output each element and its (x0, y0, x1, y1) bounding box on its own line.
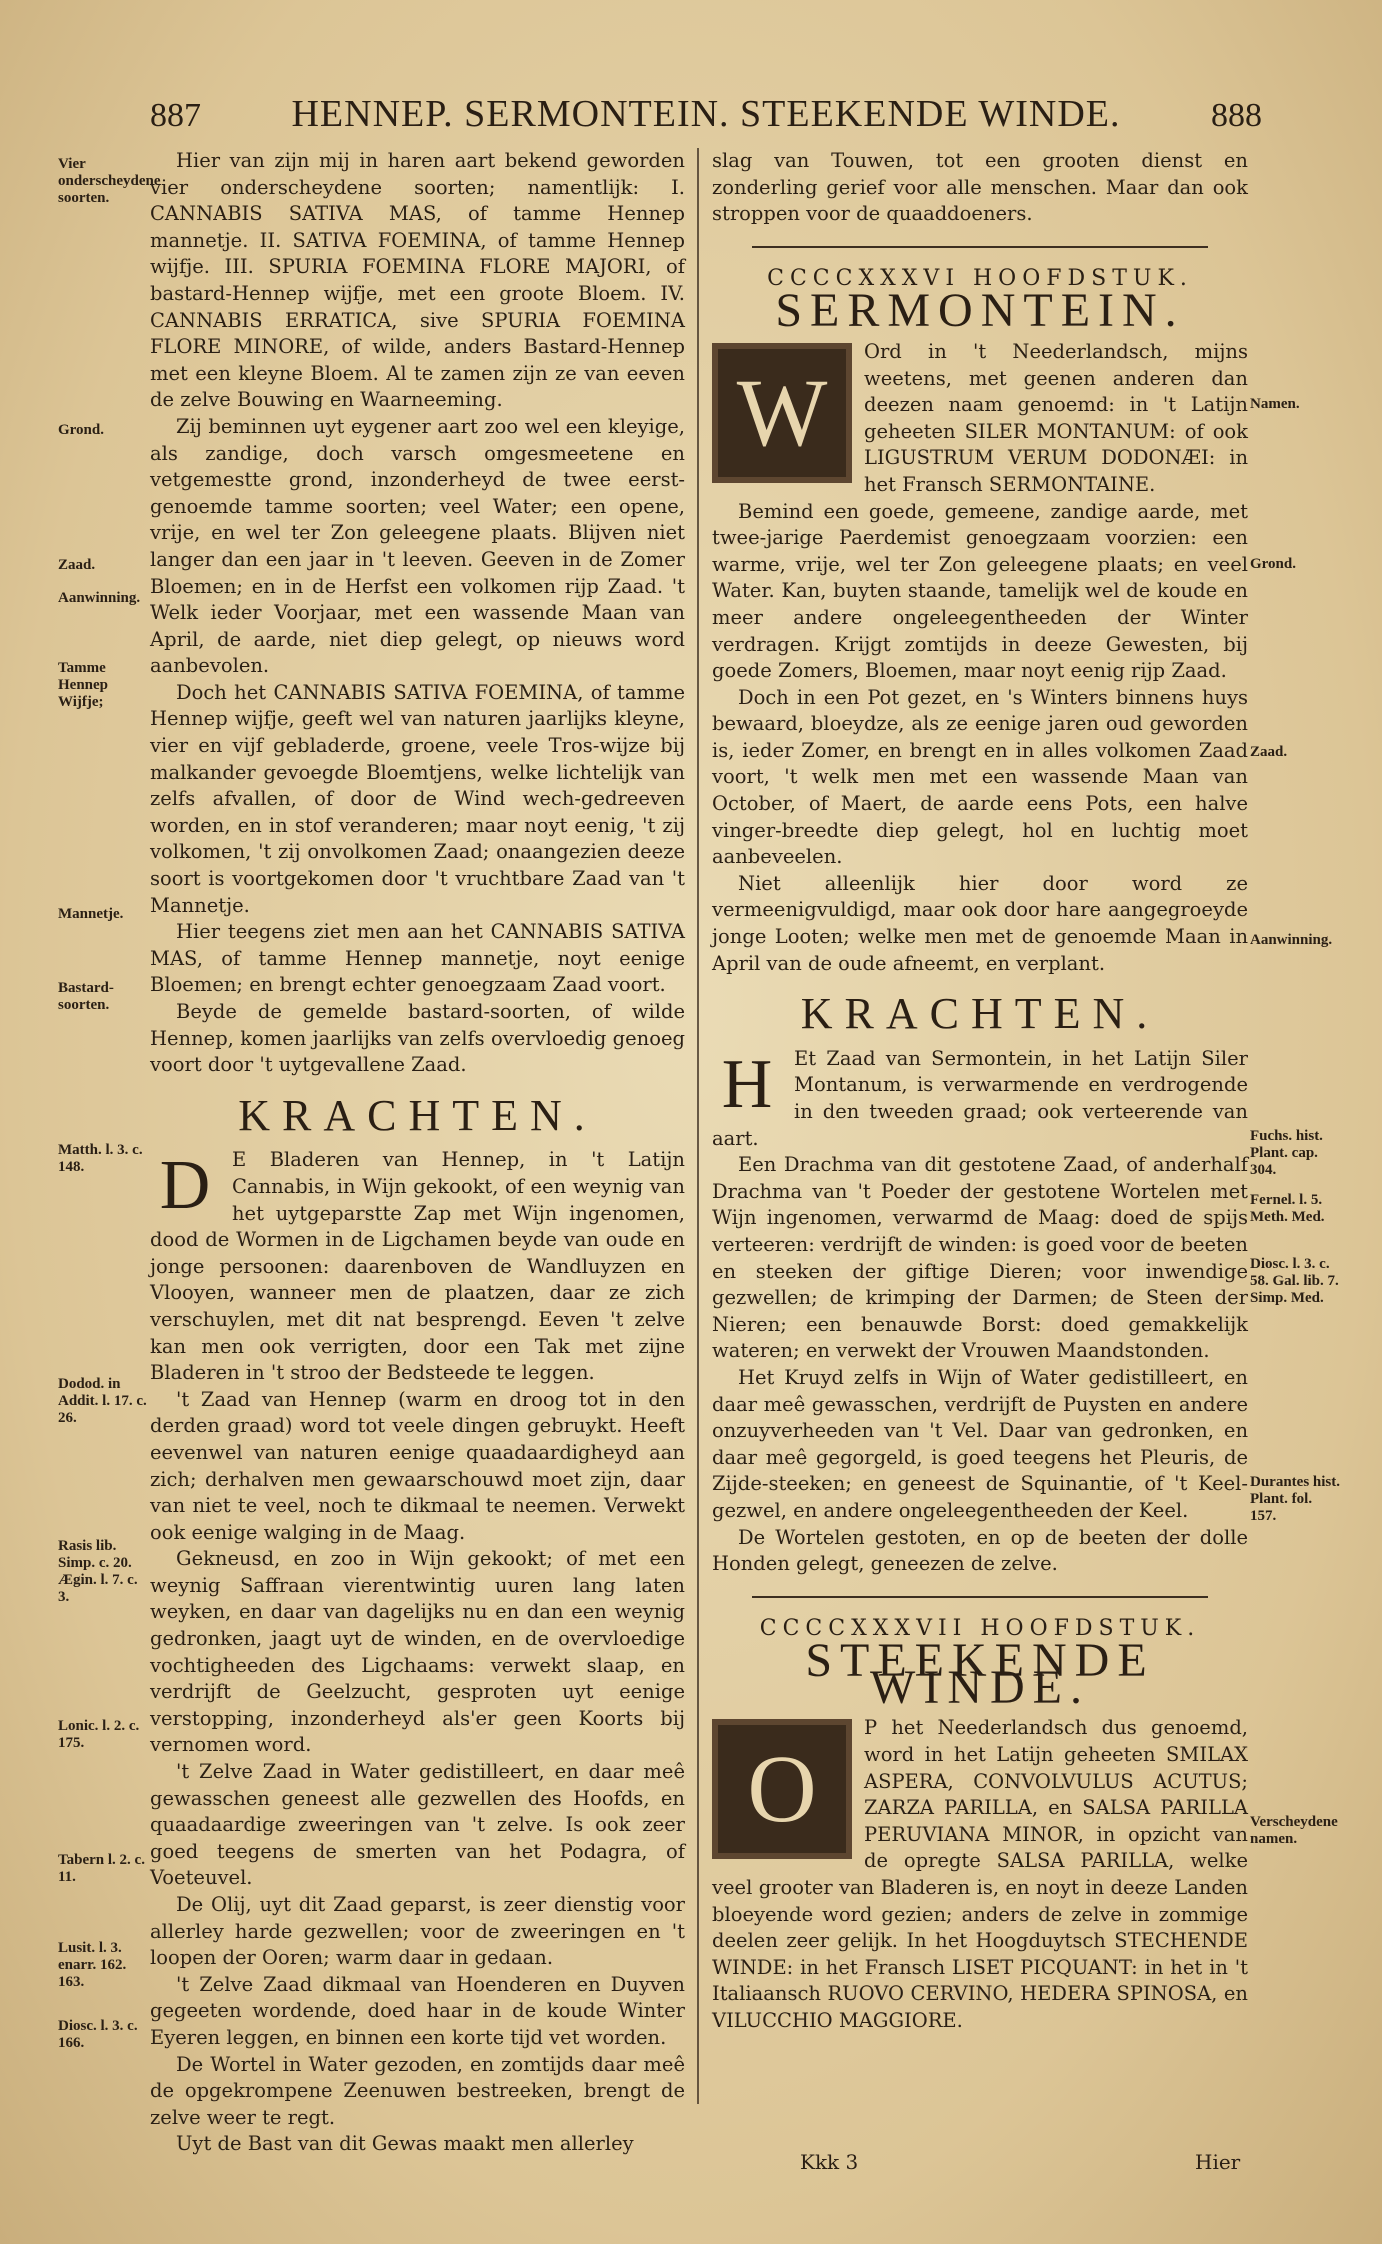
paragraph: Niet alleenlijk hier door word ze vermeenigvuldigd, maar ook door hare aangegroeyde jonge Looten; welke men met de genoemde Maan in April van de oude afneemt, en verplant. (712, 871, 1248, 975)
left-page-number: 887 (150, 97, 201, 134)
paragraph: Zij beminnen uyt eygener aart zoo wel een kleyige, als zandige, doch varsch omgesmeetene en vetgemestte grond, inzonderheyd de twee eerst-genoemde tamme soorten; veel Water; een opene, vrije, en wel ter Zon geleegene plaats. Blijven niet langer dan een jaar in 't leeven. Geeven in de Zomer Bloemen; en in de Herfst een volkomen rijp Zaad. 't Welk ieder Voorjaar, met een wassende Maan van April, de aarde, niet diep gelegt, op nieuws word aanbevolen. (150, 414, 685, 678)
margin-note: Zaad. (1250, 744, 1288, 760)
paragraph: Beyde de gemelde bastard-soorten, of wilde Hennep, komen jaarlijks van zelfs overvloedig genoeg voort door 't uytgevallene Zaad. (150, 1000, 685, 1077)
paragraph: De Wortel in Water gezoden, en zomtijds daar meê de opgekrompene Zeenuwen bestreeken, brengt de zelve weer te regt. (150, 2052, 685, 2129)
margin-note: Zaad. (58, 557, 96, 573)
margin-note: Mannetje. (58, 906, 124, 922)
right-page-number: 888 (1210, 97, 1262, 134)
margin-note: Fernel. l. 5. Meth. Med. (1250, 1192, 1325, 1225)
margin-note: Fuchs. hist. Plant. cap. 304. (1250, 1128, 1323, 1178)
paragraph: Hier teegens ziet men aan het CANNABIS SATIVA MAS, of tamme Hennep mannetje, noyt eenige Bloemen; en brengt echter genoegzaam Zaad voort. (150, 920, 685, 997)
paragraph (150, 1147, 685, 1386)
margin-note: Rasis lib. Simp. c. 20. Ægin. l. 7. c. 3. (58, 1538, 138, 1605)
paragraph: Het Kruyd zelfs in Wijn of Water gedistilleert, en daar meê gewasschen, verdrijft de Puysten en andere onzuyverheeden van 't Vel. Daar van gedronken, en daar meê gegorgeld, is goed teegens het Pleuris, de Zijde-steeken; en geneest de Squinantie, of 't Keel-gezwel, en andere ongeleegentheeden der Keel. (712, 1365, 1248, 1522)
chapter-title: STEEKENDE WINDE. (805, 1634, 1155, 1714)
margin-note: Durantes hist. Plant. fol. 157. (1250, 1474, 1341, 1524)
paragraph: Een Drachma van dit gestotene Zaad, of anderhalf Drachma van 't Poeder der gestotene Wortelen met Wijn ingenomen, verwarmd de Maag: doed de spijs verteeren: verdrijft de winden: is goed voor de beeten en steeken der giftige Dieren; voor inwendige gezwellen; de krimping der Darmen; de Steen der Nieren; een benauwde Borst: doed gemakkelijk wateren; en verwekt der Vrouwen Maandstonden. (712, 1153, 1248, 1363)
paragraph: De Olij, uyt dit Zaad geparst, is zeer dienstig voor allerley harde gezwellen; voor de zweeringen en 't loopen der Ooren; warm daar in gedaan. (150, 1893, 685, 1970)
paragraph: slag van Touwen, tot een grooten dienst en zonderling gerief voor alle menschen. Maar dan ook stroppen voor de quaaddoeners. (712, 149, 1248, 226)
paragraph-text: Ord in 't Neederlandsch, mijns weetens, met geenen anderen dan deezen naam genoemd: in 't Latijn geheeten SILER MONTANUM: of ook LIGUSTRUM VERUM DODONÆI: in het Fransch SERMONTAINE. (864, 339, 1248, 496)
margin-note: Diosc. l. 3. c. 166. (58, 2018, 138, 2051)
margin-note: Tabern l. 2. c. 11. (58, 1852, 145, 1885)
margin-note: Vier onderscheydene soorten. (58, 156, 161, 206)
paragraph: Doch het CANNABIS SATIVA FOEMINA, of tamme Hennep wijfje, geeft wel van naturen jaarlijks kleyne, vier en vijf gebladerde, groene, veele Tros-wijze bij malkander gevoegde Bloemtjens, welke lichtelijk van zelfs afvallen, of door de Wind wech-gedreeven worden, en in stof veranderen; maar noyt eenig, 't zij volkomen, 't zij onvolkomen Zaad; onaangezien deeze soort is voortgekomen door 't vruchtbare Zaad van 't Mannetje. (150, 680, 685, 917)
paragraph: Uyt de Bast van dit Gewas maakt men allerley (176, 2132, 634, 2156)
paragraph: Bemind een goede, gemeene, zandige aarde, met twee-jarige Paerdemist genoegzaam voorzien: een warme, vrije, wel ter Zon geleegene plaats; en veel Water. Kan, buyten staande, tamelijk wel de koude en meer andere ongeleegentheeden der Winter verdragen. Krijgt zomtijds in deeze Gewesten, bij goede Zomers, Bloemen, maar noyt eenig rijp Zaad. (712, 499, 1248, 683)
drop-cap: D (159, 1147, 211, 1225)
paragraph (712, 339, 1248, 499)
paragraph (712, 1046, 1248, 1152)
right-column (712, 148, 1248, 2035)
section-heading-krachten: KRACHTEN. (800, 989, 1160, 1039)
chapter-rule (752, 1596, 1208, 1598)
paragraph-text: Et Zaad van Sermontein, in het Latijn Siler Montanum, is verwarmende en verdrogende in den tweeden graad; ook verteerende van aart. (712, 1046, 1248, 1150)
header-title: HENNEP. SERMONTEIN. STEEKENDE WINDE. (291, 93, 1121, 135)
margin-note: Diosc. l. 3. c. 58. Gal. lib. 7. Simp. Med. (1250, 1256, 1339, 1306)
paragraph-text: P het Neederlandsch dus genoemd, word in het Latijn geheeten SMILAX ASPERA, CONVOLVULUS ACUTUS; ZARZA PARILLA, en SALSA PARILLA PERUVIANA MINOR, in opzicht van de opregte SALSA PARILLA, welke veel grooter van Bladeren is, en noyt in deeze Landen bloeyende word gezien; anders de zelve in zommige deelen zeer gelijk. In het Hoogduytsch STECHENDE WINDE: in het Fransch LISET PICQUANT: in het in 't Italiaansch RUOVO CERVINO, HEDERA SPINOSA, en VILUCCHIO MAGGIORE. (712, 1716, 1248, 2032)
left-column (150, 148, 685, 2158)
ornamental-initial: O (712, 1719, 852, 1859)
paragraph: De Wortelen gestoten, en op de beeten der dolle Honden gelegt, geneezen de zelve. (712, 1525, 1248, 1576)
margin-note: Dodod. in Addit. l. 17. c. 26. (58, 1376, 147, 1426)
drop-cap: H (721, 1045, 773, 1123)
paragraph: Gekneusd, en zoo in Wijn gekookt; of met een weynig Saffraan vierentwintig uuren lang laten weyken, en daar van dagelijks nu en dan een weynig gedronken, jaagt uyt de winden, en de overvloedige vochtigheeden des Ligchaams: verwekt slaap, en verdrijft de Geelzucht, gesproten uyt eenige verstopping, inzonderheyd als'er geen Koorts bij vernomen word. (150, 1547, 685, 1757)
signature-mark: Kkk 3 (800, 2150, 859, 2174)
chapter-number: CCCCXXXVII HOOFDSTUK. (759, 1615, 1201, 1641)
margin-note: Aanwinning. (1250, 932, 1333, 948)
paragraph-text: E Bladeren van Hennep, in 't Latijn Cannabis, in Wijn gekookt, of een weynig van het uytgeparstte Zap met Wijn ingenomen, dood de Wormen in de Ligchamen beyde van oude en jonge persoonen: daarenboven de Wandluyzen en Vlooyen, wanneer men de plaatzen, daar ze zich verschuylen, met dit nat besprengd. Eeven 't zelve kan men ook verrigten, door een Tak met zijne Bladeren in 't stroo der Bedsteede te leggen. (150, 1148, 685, 1385)
margin-note: Grond. (1250, 556, 1296, 572)
paragraph: Hier van zijn mij in haren aart bekend geworden vier onderscheydene soorten; namentlijk: I. CANNABIS SATIVA MAS, of tamme Hennep mannetje. II. SATIVA FOEMINA, of tamme Hennep wijfje. III. SPURIA FOEMINA FLORE MAJORI, of bastard-Hennep wijfje, met een groote Bloem. IV. CANNABIS ERRATICA, sive SPURIA FOEMINA FLORE MINORE, of wilde, anders Bastard-Hennep met een kleyne Bloem. Al te zamen zijn ze van eeven de zelve Bouwing en Waarneeming. (150, 149, 685, 412)
paragraph: 't Zelve Zaad dikmaal van Hoenderen en Duyven gegeeten wordende, doed haar in de koude Winter Eyeren leggen, en binnen een korte tijd vet worden. (150, 1972, 685, 2049)
paragraph: Doch in een Pot gezet, en 's Winters binnens huys bewaard, bloeydze, als ze eenige jaren oud geworden is, ieder Zomer, en brengt en in alles volkomen Zaad voort, 't welk men met een wassende Maan van October, of Maert, de aarde eens Pots, een halve vinger-breedte diep gelegt, hol en luchtig moet aanbeveelen. (712, 685, 1248, 869)
running-header (150, 92, 1262, 142)
margin-note: Verscheydene namen. (1250, 1814, 1338, 1847)
paragraph: 't Zelve Zaad in Water gedistilleert, en daar meê gewasschen geneest alle gezwellen des Hoofds, en quaadaardige zweeringen van 't zelve. Is ook zeer goed teegens de smerten van het Podagra, of Voeteuvel. (150, 1760, 685, 1890)
margin-note: Matth. l. 3. c. 148. (58, 1142, 143, 1175)
paragraph: 't Zaad van Hennep (warm en droog tot in den derden graad) word tot veele dingen gebruykt. Heeft eevenwel van naturen eenige quaadaardigheyd aan zich; derhalven men gewaarschouwd moet zijn, daar van niet te veel, noch te dikmaal te neemen. Verwekt ook eenige walging in de Maag. (150, 1387, 685, 1544)
margin-note: Tamme Hennep Wijfje; (58, 660, 109, 710)
margin-note: Bastard-soorten. (58, 980, 114, 1013)
chapter-number: CCCCXXXVI HOOFDSTUK. (767, 265, 1193, 291)
margin-note: Namen. (1250, 396, 1300, 412)
ornamental-initial: W (712, 343, 852, 483)
margin-note: Aanwinning. (58, 590, 141, 606)
paragraph (712, 1715, 1248, 2034)
column-divider (697, 148, 699, 2104)
chapter-title: SERMONTEIN. (775, 284, 1185, 338)
section-heading-krachten: KRACHTEN. (238, 1090, 597, 1140)
margin-note: Grond. (58, 422, 104, 438)
margin-note: Lonic. l. 2. c. 175. (58, 1718, 140, 1751)
margin-note: Lusit. l. 3. enarr. 162. 163. (58, 1940, 127, 1990)
catchword: Hier (1195, 2150, 1241, 2174)
chapter-rule (752, 246, 1208, 248)
